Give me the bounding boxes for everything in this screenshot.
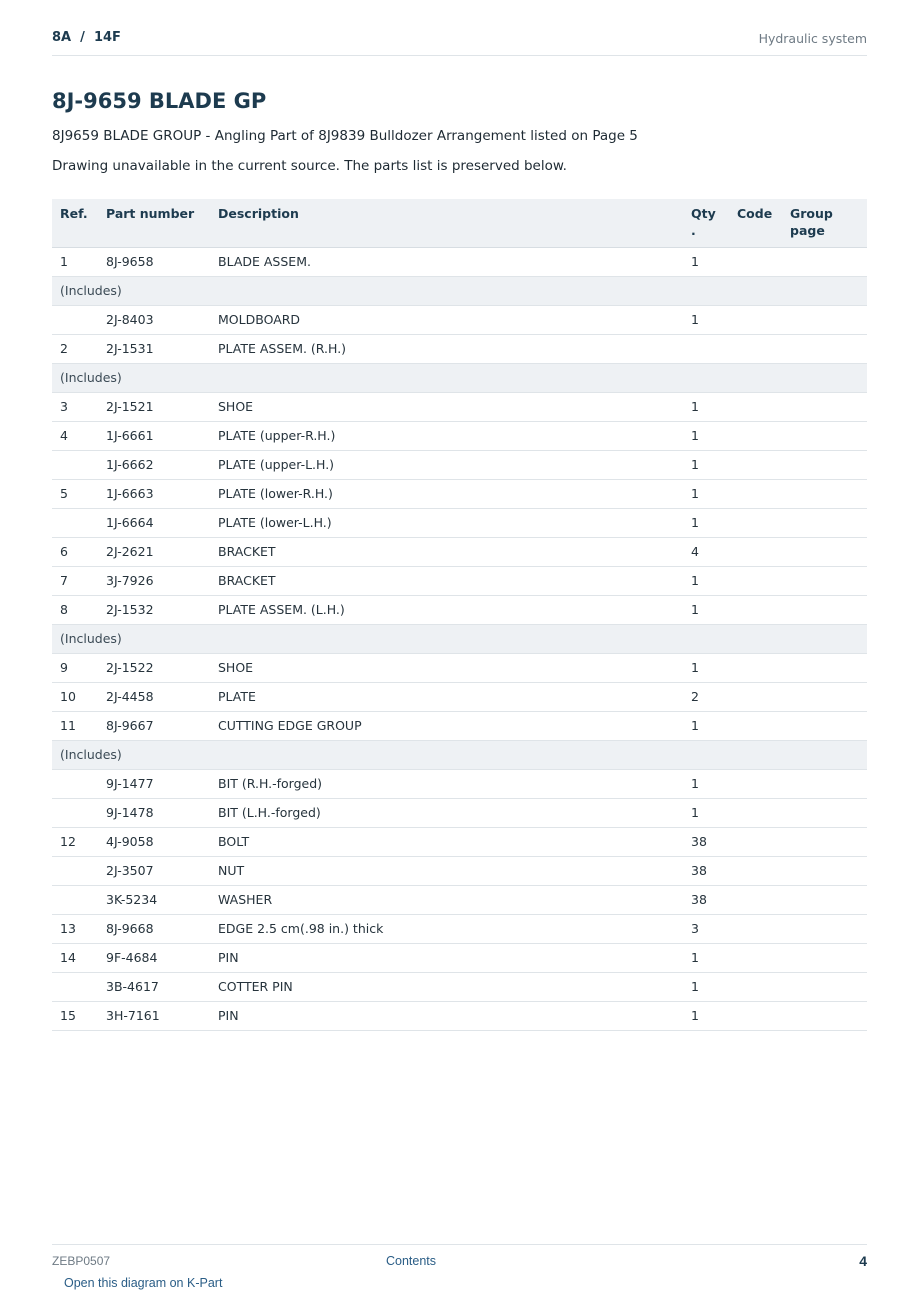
part-number-cell: 2J-1522 bbox=[98, 653, 210, 682]
part-number-cell: 8J-9667 bbox=[98, 711, 210, 740]
ref-cell bbox=[52, 450, 98, 479]
description-cell: BIT (R.H.-forged) bbox=[210, 769, 683, 798]
description-cell: MOLDBOARD bbox=[210, 305, 683, 334]
qty-cell: 1 bbox=[683, 392, 729, 421]
table-row bbox=[52, 421, 867, 450]
ref-cell: 2 bbox=[52, 334, 98, 363]
section-name: Hydraulic system bbox=[758, 31, 867, 46]
code-cell bbox=[729, 537, 782, 566]
code-cell bbox=[729, 421, 782, 450]
description-cell: PLATE (upper-R.H.) bbox=[210, 421, 683, 450]
group-page-cell bbox=[782, 305, 867, 334]
description-cell: EDGE 2.5 cm(.98 in.) thick bbox=[210, 914, 683, 943]
part-number-cell: 3B-4617 bbox=[98, 972, 210, 1001]
part-number-cell: 2J-1521 bbox=[98, 392, 210, 421]
code-cell bbox=[729, 334, 782, 363]
ref-cell bbox=[52, 798, 98, 827]
header-row bbox=[52, 199, 867, 247]
code-cell bbox=[729, 305, 782, 334]
ref-cell: 6 bbox=[52, 537, 98, 566]
qty-cell: 1 bbox=[683, 972, 729, 1001]
group-page-cell bbox=[782, 653, 867, 682]
ref-cell: 7 bbox=[52, 566, 98, 595]
group-page-cell bbox=[782, 711, 867, 740]
table-row bbox=[52, 827, 867, 856]
qty-cell: 1 bbox=[683, 247, 729, 276]
table-row bbox=[52, 711, 867, 740]
ref-cell bbox=[52, 856, 98, 885]
col-header-part-number: Part number bbox=[98, 199, 210, 247]
ref-cell bbox=[52, 885, 98, 914]
part-number-cell: 2J-1532 bbox=[98, 595, 210, 624]
group-page-cell bbox=[782, 943, 867, 972]
qty-cell: 1 bbox=[683, 943, 729, 972]
part-number-cell: 9J-1477 bbox=[98, 769, 210, 798]
code-cell bbox=[729, 972, 782, 1001]
table-row bbox=[52, 769, 867, 798]
includes-label: (Includes) bbox=[52, 624, 867, 653]
group-page-cell bbox=[782, 769, 867, 798]
group-page-cell bbox=[782, 479, 867, 508]
description-cell: NUT bbox=[210, 856, 683, 885]
description-cell: BLADE ASSEM. bbox=[210, 247, 683, 276]
col-header-qty-line1: Qty bbox=[691, 206, 716, 221]
code-cell bbox=[729, 566, 782, 595]
qty-cell: 1 bbox=[683, 450, 729, 479]
description-cell: CUTTING EDGE GROUP bbox=[210, 711, 683, 740]
includes-label: (Includes) bbox=[52, 363, 867, 392]
part-number-cell: 1J-6662 bbox=[98, 450, 210, 479]
description-cell: SHOE bbox=[210, 653, 683, 682]
group-page-cell bbox=[782, 334, 867, 363]
page-number: 4 bbox=[859, 1253, 867, 1269]
code-cell bbox=[729, 479, 782, 508]
code-cell bbox=[729, 450, 782, 479]
table-row bbox=[52, 682, 867, 711]
group-page-cell bbox=[782, 566, 867, 595]
qty-cell: 38 bbox=[683, 827, 729, 856]
group-page-cell bbox=[782, 1001, 867, 1030]
ref-cell: 10 bbox=[52, 682, 98, 711]
qty-cell: 1 bbox=[683, 711, 729, 740]
group-page-cell bbox=[782, 972, 867, 1001]
code-cell bbox=[729, 856, 782, 885]
includes-row bbox=[52, 624, 867, 653]
table-row bbox=[52, 972, 867, 1001]
includes-label: (Includes) bbox=[52, 276, 867, 305]
table-row bbox=[52, 653, 867, 682]
qty-cell: 2 bbox=[683, 682, 729, 711]
contents-link[interactable]: Contents bbox=[386, 1254, 437, 1268]
includes-row bbox=[52, 276, 867, 305]
group-page-cell bbox=[782, 856, 867, 885]
code-cell bbox=[729, 711, 782, 740]
qty-cell: 1 bbox=[683, 769, 729, 798]
description-cell: COTTER PIN bbox=[210, 972, 683, 1001]
ref-cell: 15 bbox=[52, 1001, 98, 1030]
ref-cell bbox=[52, 972, 98, 1001]
qty-cell: 1 bbox=[683, 508, 729, 537]
code-cell bbox=[729, 798, 782, 827]
description-cell: PIN bbox=[210, 943, 683, 972]
part-number-cell: 3J-7926 bbox=[98, 566, 210, 595]
group-page-cell bbox=[782, 421, 867, 450]
table-row bbox=[52, 885, 867, 914]
group-page-cell bbox=[782, 682, 867, 711]
group-page-cell bbox=[782, 247, 867, 276]
ref-cell: 11 bbox=[52, 711, 98, 740]
parts-table-body bbox=[52, 247, 867, 1030]
parts-table-header bbox=[52, 199, 867, 247]
table-row bbox=[52, 914, 867, 943]
description-cell: PLATE (lower-L.H.) bbox=[210, 508, 683, 537]
ref-cell: 5 bbox=[52, 479, 98, 508]
col-header-code: Code bbox=[729, 199, 782, 247]
code-cell bbox=[729, 943, 782, 972]
table-row bbox=[52, 595, 867, 624]
part-number-cell: 9J-1478 bbox=[98, 798, 210, 827]
description-cell: BRACKET bbox=[210, 537, 683, 566]
ref-cell: 14 bbox=[52, 943, 98, 972]
page-footer bbox=[52, 1244, 867, 1269]
part-number-cell: 1J-6663 bbox=[98, 479, 210, 508]
description-cell: PLATE (upper-L.H.) bbox=[210, 450, 683, 479]
part-number-cell: 2J-8403 bbox=[98, 305, 210, 334]
part-number-cell: 3H-7161 bbox=[98, 1001, 210, 1030]
group-page-cell bbox=[782, 450, 867, 479]
col-header-group-page bbox=[782, 199, 867, 247]
table-row bbox=[52, 334, 867, 363]
description-cell: PLATE ASSEM. (L.H.) bbox=[210, 595, 683, 624]
group-page-cell bbox=[782, 508, 867, 537]
code-cell bbox=[729, 247, 782, 276]
qty-cell: 4 bbox=[683, 537, 729, 566]
ref-cell bbox=[52, 508, 98, 537]
group-page-cell bbox=[782, 798, 867, 827]
breadcrumb: 8A / 14F bbox=[52, 30, 121, 45]
ref-cell bbox=[52, 769, 98, 798]
description-cell: BRACKET bbox=[210, 566, 683, 595]
table-row bbox=[52, 305, 867, 334]
code-cell bbox=[729, 508, 782, 537]
ref-cell: 9 bbox=[52, 653, 98, 682]
part-number-cell: 1J-6661 bbox=[98, 421, 210, 450]
table-row bbox=[52, 508, 867, 537]
col-header-group-line1: Group bbox=[790, 206, 833, 221]
part-number-cell: 8J-9668 bbox=[98, 914, 210, 943]
code-cell bbox=[729, 392, 782, 421]
part-number-cell: 9F-4684 bbox=[98, 943, 210, 972]
includes-label: (Includes) bbox=[52, 740, 867, 769]
description-cell: WASHER bbox=[210, 885, 683, 914]
qty-cell: 1 bbox=[683, 1001, 729, 1030]
document-code: ZEBP0507 bbox=[52, 1254, 111, 1268]
table-row bbox=[52, 537, 867, 566]
group-page-cell bbox=[782, 914, 867, 943]
page-title: 8J-9659 BLADE GP bbox=[52, 89, 267, 113]
col-header-ref: Ref. bbox=[52, 199, 98, 247]
qty-cell: 38 bbox=[683, 856, 729, 885]
description-cell: PLATE (lower-R.H.) bbox=[210, 479, 683, 508]
description-cell: PLATE ASSEM. (R.H.) bbox=[210, 334, 683, 363]
group-page-cell bbox=[782, 595, 867, 624]
group-page-cell bbox=[782, 392, 867, 421]
qty-cell: 1 bbox=[683, 653, 729, 682]
group-page-cell bbox=[782, 537, 867, 566]
part-number-cell: 8J-9658 bbox=[98, 247, 210, 276]
qty-cell: 3 bbox=[683, 914, 729, 943]
code-cell bbox=[729, 827, 782, 856]
group-page-cell bbox=[782, 827, 867, 856]
includes-row bbox=[52, 363, 867, 392]
qty-cell: 1 bbox=[683, 479, 729, 508]
ref-cell: 1 bbox=[52, 247, 98, 276]
col-header-qty bbox=[683, 199, 729, 247]
qty-cell: 1 bbox=[683, 305, 729, 334]
description-cell: SHOE bbox=[210, 392, 683, 421]
part-number-cell: 1J-6664 bbox=[98, 508, 210, 537]
description-cell: PIN bbox=[210, 1001, 683, 1030]
table-row bbox=[52, 392, 867, 421]
open-kpart-link[interactable]: Open this diagram on K-Part bbox=[64, 1276, 223, 1290]
includes-row bbox=[52, 740, 867, 769]
drawing-note: Drawing unavailable in the current source. The parts list is preserved below. bbox=[52, 158, 567, 174]
code-cell bbox=[729, 1001, 782, 1030]
code-cell bbox=[729, 595, 782, 624]
table-row bbox=[52, 566, 867, 595]
code-cell bbox=[729, 682, 782, 711]
col-header-group-line2: page bbox=[790, 223, 825, 238]
qty-cell: 1 bbox=[683, 595, 729, 624]
ref-cell: 13 bbox=[52, 914, 98, 943]
qty-cell: 1 bbox=[683, 798, 729, 827]
part-number-cell: 2J-2621 bbox=[98, 537, 210, 566]
code-cell bbox=[729, 653, 782, 682]
parts-table bbox=[52, 199, 867, 1031]
table-row bbox=[52, 479, 867, 508]
qty-cell: 1 bbox=[683, 421, 729, 450]
col-header-qty-line2: . bbox=[691, 223, 696, 238]
table-row bbox=[52, 450, 867, 479]
ref-cell: 8 bbox=[52, 595, 98, 624]
table-row bbox=[52, 1001, 867, 1030]
part-number-cell: 2J-3507 bbox=[98, 856, 210, 885]
code-cell bbox=[729, 885, 782, 914]
table-row bbox=[52, 856, 867, 885]
ref-cell bbox=[52, 305, 98, 334]
page-header bbox=[52, 28, 867, 56]
code-cell bbox=[729, 914, 782, 943]
page-subtitle: 8J9659 BLADE GROUP - Angling Part of 8J9839 Bulldozer Arrangement listed on Page 5 bbox=[52, 128, 638, 144]
qty-cell bbox=[683, 334, 729, 363]
part-number-cell: 4J-9058 bbox=[98, 827, 210, 856]
qty-cell: 1 bbox=[683, 566, 729, 595]
description-cell: BIT (L.H.-forged) bbox=[210, 798, 683, 827]
qty-cell: 38 bbox=[683, 885, 729, 914]
code-cell bbox=[729, 769, 782, 798]
table-row bbox=[52, 943, 867, 972]
ref-cell: 3 bbox=[52, 392, 98, 421]
part-number-cell: 2J-1531 bbox=[98, 334, 210, 363]
ref-cell: 4 bbox=[52, 421, 98, 450]
ref-cell: 12 bbox=[52, 827, 98, 856]
part-number-cell: 3K-5234 bbox=[98, 885, 210, 914]
group-page-cell bbox=[782, 885, 867, 914]
col-header-description: Description bbox=[210, 199, 683, 247]
table-row bbox=[52, 798, 867, 827]
part-number-cell: 2J-4458 bbox=[98, 682, 210, 711]
table-row bbox=[52, 247, 867, 276]
description-cell: BOLT bbox=[210, 827, 683, 856]
description-cell: PLATE bbox=[210, 682, 683, 711]
